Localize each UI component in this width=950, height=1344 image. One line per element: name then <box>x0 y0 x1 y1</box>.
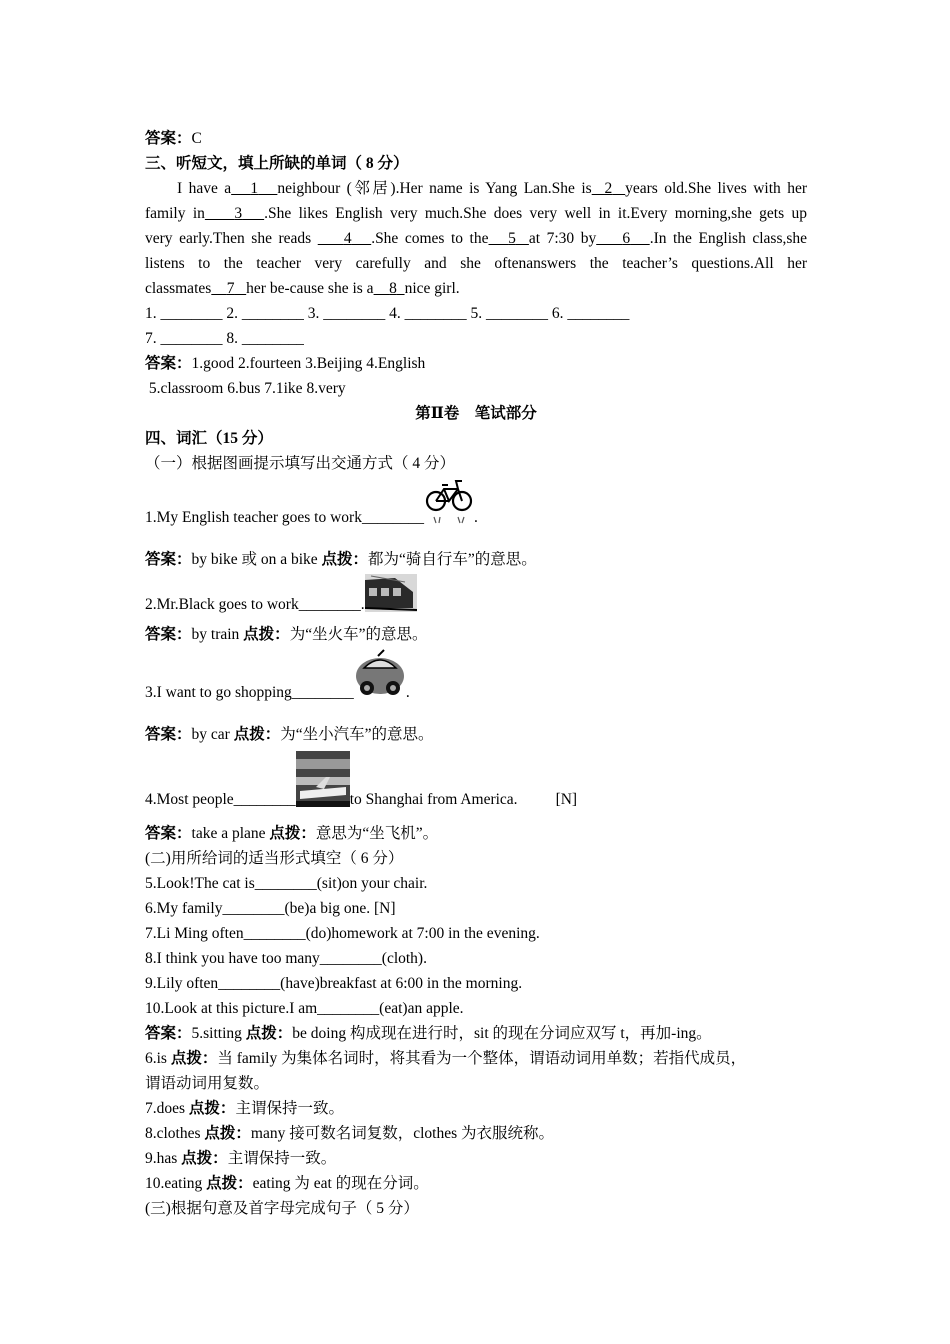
part2-title: 第Ⅱ卷 笔试部分 <box>415 405 537 422</box>
answer-9: 9.has 点拨：主谓保持一致。 <box>145 1150 337 1167</box>
answer-8: 8.clothes 点拨：many 接可数名词复数，clothes 为衣服统称。 <box>145 1125 555 1142</box>
question-6: 6.My family________(be)a big one. [N] <box>145 900 396 917</box>
section3-answer-1: 答案：1.good 2.fourteen 3.Beijing 4.English <box>145 355 426 372</box>
section4-sub3: (三)根据句意及首字母完成句子（ 5 分） <box>145 1200 419 1217</box>
passage-line-1: I have a 1 neighbour (邻居).Her name is Yang Lan.She is 2 years old.She lives with her <box>177 180 807 197</box>
answer-6-continued: 谓语动词用复数。 <box>145 1075 270 1092</box>
answer-c-line: 答案：C <box>145 130 202 147</box>
passage-line-5: classmates 7 her be-cause she is a 8 nice girl. <box>145 280 460 297</box>
blanks-row-2: 7. ________ 8. ________ <box>145 330 304 347</box>
question-5: 5.Look!The cat is________(sit)on your chair. <box>145 875 428 892</box>
passage-line-3: very early.Then she reads 4 .She comes to the 5 at 7:30 by 6 .In the English class,she <box>145 230 807 247</box>
question-10: 10.Look at this picture.I am________(eat)an apple. <box>145 1000 464 1017</box>
section4-sub2: (二)用所给词的适当形式填空（ 6 分） <box>145 850 404 867</box>
answer-1: 答案：by bike 或 on a bike 点拨：都为“骑自行车”的意思。 <box>145 551 537 568</box>
question-2: 2.Mr.Black goes to work________. <box>145 572 417 617</box>
section4-sub1: （一）根据图画提示填写出交通方式（ 4 分） <box>145 455 456 472</box>
passage-line-2: family in 3 .She likes English very much.She does very well in it.Every morning,she gets up <box>145 205 807 222</box>
question-9: 9.Lily often________(have)breakfast at 6:00 in the morning. <box>145 975 523 992</box>
train-icon <box>365 574 417 617</box>
answer-3: 答案：by car 点拨：为“坐小汽车”的意思。 <box>145 726 434 743</box>
answer-10: 10.eating 点拨：eating 为 eat 的现在分词。 <box>145 1175 429 1192</box>
passage <box>145 176 807 301</box>
question-7: 7.Li Ming often________(do)homework at 7:00 in the evening. <box>145 925 540 942</box>
section3-answer-2: 5.classroom 6.bus 7.1ike 8.very <box>145 380 346 397</box>
question-3: 3.I want to go shopping________ . <box>145 647 410 705</box>
answer-4: 答案：take a plane 点拨：意思为“坐飞机”。 <box>145 825 439 842</box>
answer-2: 答案：by train 点拨：为“坐火车”的意思。 <box>145 626 428 643</box>
car-icon <box>354 646 406 705</box>
question-4: 4.Most people________ to Shanghai from America. [N] <box>145 747 577 812</box>
bicycle-icon <box>424 473 474 530</box>
section4-title: 四、词汇（15 分） <box>145 430 273 447</box>
question-8: 8.I think you have too many________(cloth). <box>145 950 427 967</box>
answer-7: 7.does 点拨：主谓保持一致。 <box>145 1100 344 1117</box>
section3-title: 三、听短文，填上所缺的单词（ 8 分） <box>145 155 409 172</box>
passage-line-4: listens to the teacher very carefully and she oftenanswers the teacher’s questions.All her <box>145 255 807 272</box>
airplane-icon <box>296 751 350 812</box>
answer-6: 6.is 点拨：当 family 为集体名词时，将其看为一个整体，谓语动词用单数；若指代成员， <box>145 1050 747 1067</box>
blanks-row-1: 1. ________ 2. ________ 3. ________ 4. ________ 5. ________ 6. ________ <box>145 305 630 322</box>
question-1: 1.My English teacher goes to work________ . <box>145 476 478 530</box>
answer-5: 答案：5.sitting 点拨：be doing 构成现在进行时，sit 的现在分词应双写 t，再加-ing。 <box>145 1025 712 1042</box>
